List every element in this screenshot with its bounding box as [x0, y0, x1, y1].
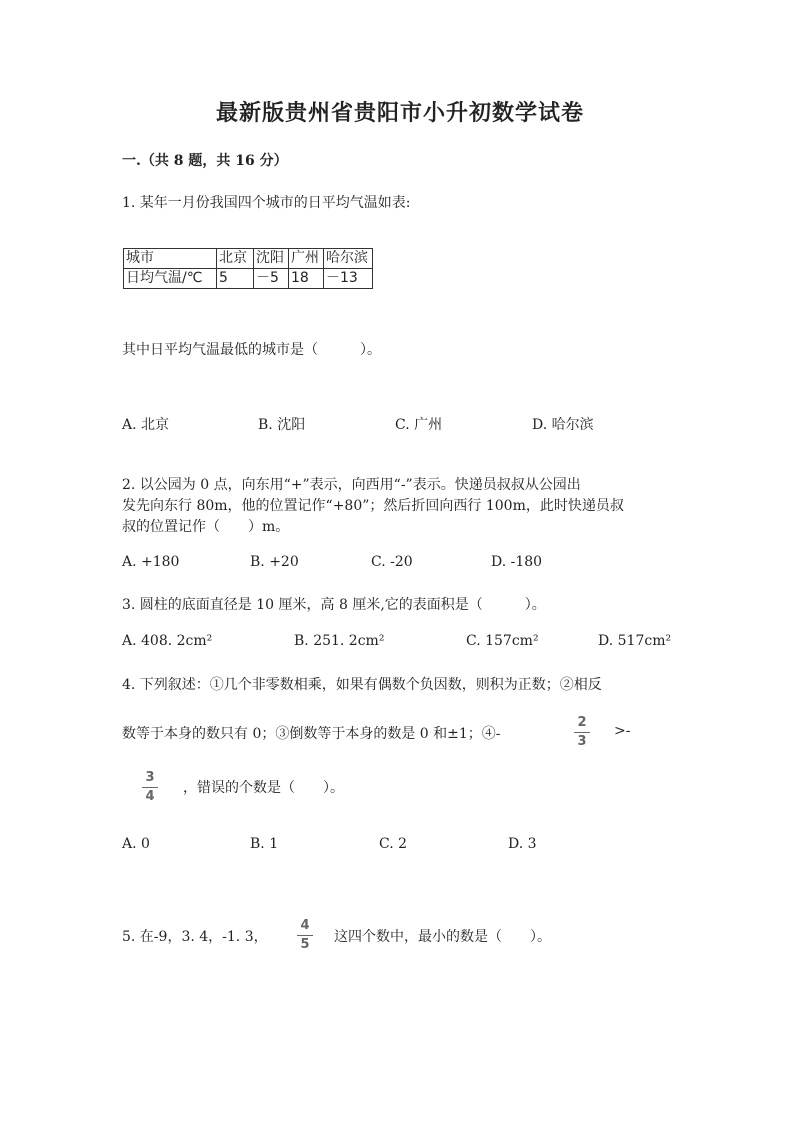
fraction-4-5	[297, 918, 313, 953]
fraction-denominator: 3	[577, 734, 587, 749]
fraction-numerator: 4	[300, 918, 310, 933]
table-cell: 5	[217, 269, 254, 289]
table-cell: －13	[324, 269, 373, 289]
table-cell: 日均气温/℃	[124, 269, 217, 289]
table-cell: 哈尔滨	[324, 249, 373, 269]
fraction-bar	[574, 732, 590, 733]
q2-option-d[interactable]: D. -180	[491, 554, 543, 570]
q3-option-d[interactable]: D. 517cm²	[598, 633, 672, 649]
q4-greater-than: >-	[614, 723, 631, 739]
section-header: 一.（共 8 题，共 16 分）	[122, 153, 288, 169]
q5-suffix: 这四个数中，最小的数是（ ）。	[334, 929, 551, 945]
q1-question: 其中日平均气温最低的城市是（ ）。	[122, 342, 381, 358]
q2-option-a[interactable]: A. +180	[122, 554, 180, 570]
q3-stem: 3. 圆柱的底面直径是 10 厘米，高 8 厘米,它的表面积是（ ）。	[122, 597, 546, 613]
q1-option-b[interactable]: B. 沈阳	[258, 417, 306, 433]
q3-option-c[interactable]: C. 157cm²	[466, 633, 539, 649]
q4-option-b[interactable]: B. 1	[250, 836, 279, 852]
fraction-denominator: 4	[145, 789, 155, 804]
q2-line-3: 叔的位置记作（ ）m。	[122, 519, 290, 535]
q4-line-3: ，错误的个数是（ ）。	[183, 780, 344, 796]
q3-option-a[interactable]: A. 408. 2cm²	[122, 633, 213, 649]
fraction-numerator: 3	[145, 770, 155, 785]
q4-option-a[interactable]: A. 0	[122, 836, 150, 852]
q4-option-d[interactable]: D. 3	[508, 836, 537, 852]
q1-stem: 1. 某年一月份我国四个城市的日平均气温如表:	[122, 195, 411, 211]
table-cell: 18	[289, 269, 324, 289]
q1-option-d[interactable]: D. 哈尔滨	[532, 417, 594, 433]
fraction-bar	[297, 935, 313, 936]
table-cell: 沈阳	[254, 249, 289, 269]
fraction-denominator: 5	[300, 937, 310, 952]
table-row	[124, 249, 373, 269]
q1-option-a[interactable]: A. 北京	[122, 417, 170, 433]
table-cell: 广州	[289, 249, 324, 269]
fraction-numerator: 2	[577, 715, 587, 730]
q2-option-c[interactable]: C. -20	[371, 554, 413, 570]
table-cell: －5	[254, 269, 289, 289]
table-cell: 城市	[124, 249, 217, 269]
table-row	[124, 269, 373, 289]
q5-prefix: 5. 在-9，3. 4，-1. 3，	[122, 929, 268, 945]
q3-option-b[interactable]: B. 251. 2cm²	[294, 633, 385, 649]
fraction-bar	[142, 787, 158, 788]
q1-option-c[interactable]: C. 广州	[395, 417, 443, 433]
temperature-table	[123, 248, 373, 289]
q4-option-c[interactable]: C. 2	[379, 836, 408, 852]
table-cell: 北京	[217, 249, 254, 269]
q2-option-b[interactable]: B. +20	[250, 554, 299, 570]
page-title: 最新版贵州省贵阳市小升初数学试卷	[215, 100, 584, 126]
q4-line-2: 数等于本身的数只有 0；③倒数等于本身的数是 0 和±1；④-	[122, 726, 501, 742]
fraction-2-3	[574, 715, 590, 750]
q4-line-1: 4. 下列叙述：①几个非零数相乘，如果有偶数个负因数，则积为正数；②相反	[122, 677, 602, 693]
q2-line-1: 2. 以公园为 0 点，向东用“+”表示，向西用“-”表示。快递员叔叔从公园出	[122, 477, 581, 493]
q2-line-2: 发先向东行 80m，他的位置记作“+80”；然后折回向西行 100m，此时快递员叔	[122, 498, 624, 514]
fraction-3-4	[142, 770, 158, 805]
